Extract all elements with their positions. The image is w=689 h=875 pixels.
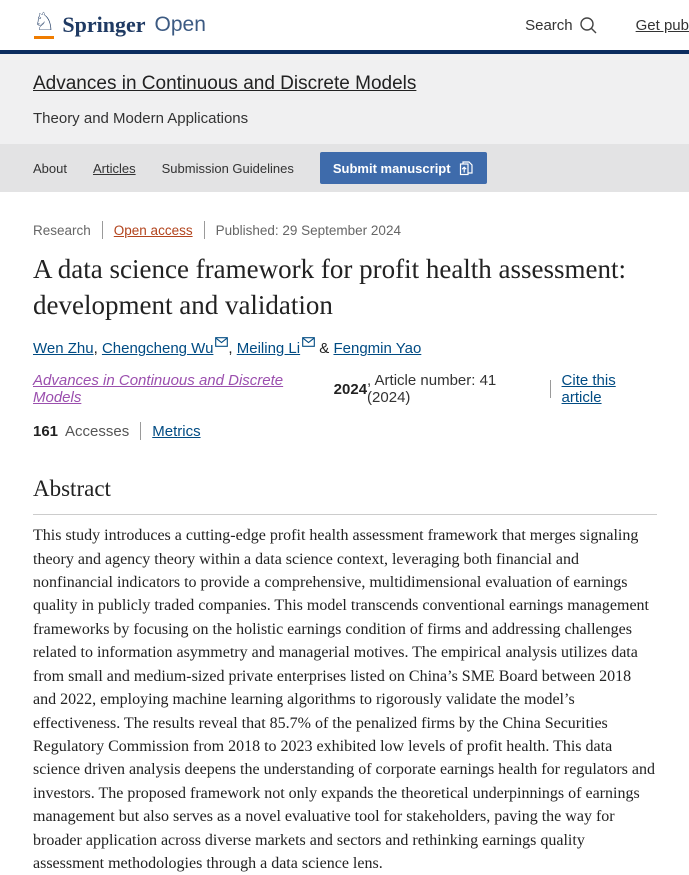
brand-name-springer: Springer — [62, 12, 146, 37]
submit-manuscript-button[interactable] — [320, 152, 487, 184]
springer-horse-icon: ♘ — [33, 10, 55, 39]
citation-divider — [550, 380, 551, 398]
search-button[interactable] — [525, 16, 598, 35]
search-icon — [579, 16, 598, 35]
accesses-count: 161 — [33, 422, 59, 440]
nav-item-about[interactable]: About — [33, 160, 67, 176]
citation-year: 2024 — [333, 380, 368, 398]
journal-subtitle: Theory and Modern Applications — [33, 110, 249, 127]
author-link-wen-zhu[interactable]: Wen Zhu — [33, 340, 94, 358]
author-separator: , — [228, 340, 237, 358]
article-content — [0, 192, 689, 875]
author-link-meiling-li[interactable]: Meiling Li — [236, 340, 301, 358]
logo-orange-underline — [34, 36, 54, 39]
journal-header-band — [0, 54, 689, 144]
article-number: , Article number: 41 (2024) — [367, 372, 497, 407]
author-separator: , — [93, 340, 102, 358]
accesses-label: Accesses — [65, 422, 130, 440]
article-title: A data science framework for profit health assessment: development and validation — [33, 254, 627, 320]
abstract-text: This study introduces a cutting-edge profit health assessment framework that merges signaling theory and agency theory within a data science context, leveraging both financial and nonfinancial indicators to provide a comprehensive, multidimensional evaluation of earnings quality in publicly traded companies. This model transcends conventional earnings management frameworks by focusing on the holistic earnings condition of firms and addressing challenges related to information asymmetry and managerial motives. The empirical analysis utilizes data from small and medium-sized private enterprises listed on China’s SME Board between 2018 and 2022, employing machine learning algorithms to rigorously validate the model’s effectiveness. The results reveal that 85.7% of the penalized firms by the China Securities Regulatory Commission from 2018 to 2023 exhibited low levels of profit health. This data science driven analysis deepens the understanding of corporate earnings health for regulators and investors. The proposed framework not only expands the theoretical underpinnings of earnings management but also serves as a novel evaluative tool for stakeholders, paving the way for broader application across diverse markets and sectors and rethinking earnings quality assessment methodologies through a data science lens. — [33, 527, 655, 872]
submit-manuscript-label: Submit manuscript — [332, 160, 451, 176]
metrics-divider — [140, 422, 141, 440]
abstract-section — [33, 476, 657, 875]
journal-nav-bar — [0, 144, 689, 192]
journal-citation-link[interactable]: Advances in Continuous and Discrete Models — [33, 372, 284, 407]
journal-title-link[interactable]: Advances in Continuous and Discrete Models — [33, 73, 417, 94]
abstract-heading: Abstract — [33, 476, 111, 502]
cite-this-article-link[interactable]: Cite this article — [561, 372, 616, 407]
top-bar — [0, 0, 689, 54]
springer-open-logo[interactable] — [33, 10, 206, 40]
author-separator: & — [315, 340, 334, 358]
meta-divider — [204, 221, 205, 239]
citation-row — [33, 372, 657, 406]
article-meta-row — [33, 221, 657, 239]
author-link-fengmin-yao[interactable]: Fengmin Yao — [333, 340, 422, 358]
email-envelope-icon[interactable] — [215, 337, 228, 347]
nav-item-submission-guidelines[interactable]: Submission Guidelines — [161, 160, 294, 176]
open-access-link[interactable]: Open access — [113, 222, 193, 238]
published-date-label: Published: 29 September 2024 — [215, 222, 401, 238]
meta-divider — [102, 221, 103, 239]
brand-name-open: Open — [154, 13, 206, 36]
abstract-divider — [33, 514, 657, 515]
authors-row — [33, 340, 657, 357]
nav-item-articles[interactable]: Articles — [92, 160, 136, 176]
get-published-link[interactable]: Get pub — [635, 16, 689, 34]
author-link-chengcheng-wu[interactable]: Chengcheng Wu — [101, 340, 214, 358]
search-label: Search — [525, 16, 573, 34]
article-type-label: Research — [33, 222, 91, 238]
submit-document-icon — [459, 160, 474, 176]
email-envelope-icon[interactable] — [302, 337, 315, 347]
metrics-link[interactable]: Metrics — [152, 422, 201, 440]
metrics-row — [33, 422, 657, 440]
